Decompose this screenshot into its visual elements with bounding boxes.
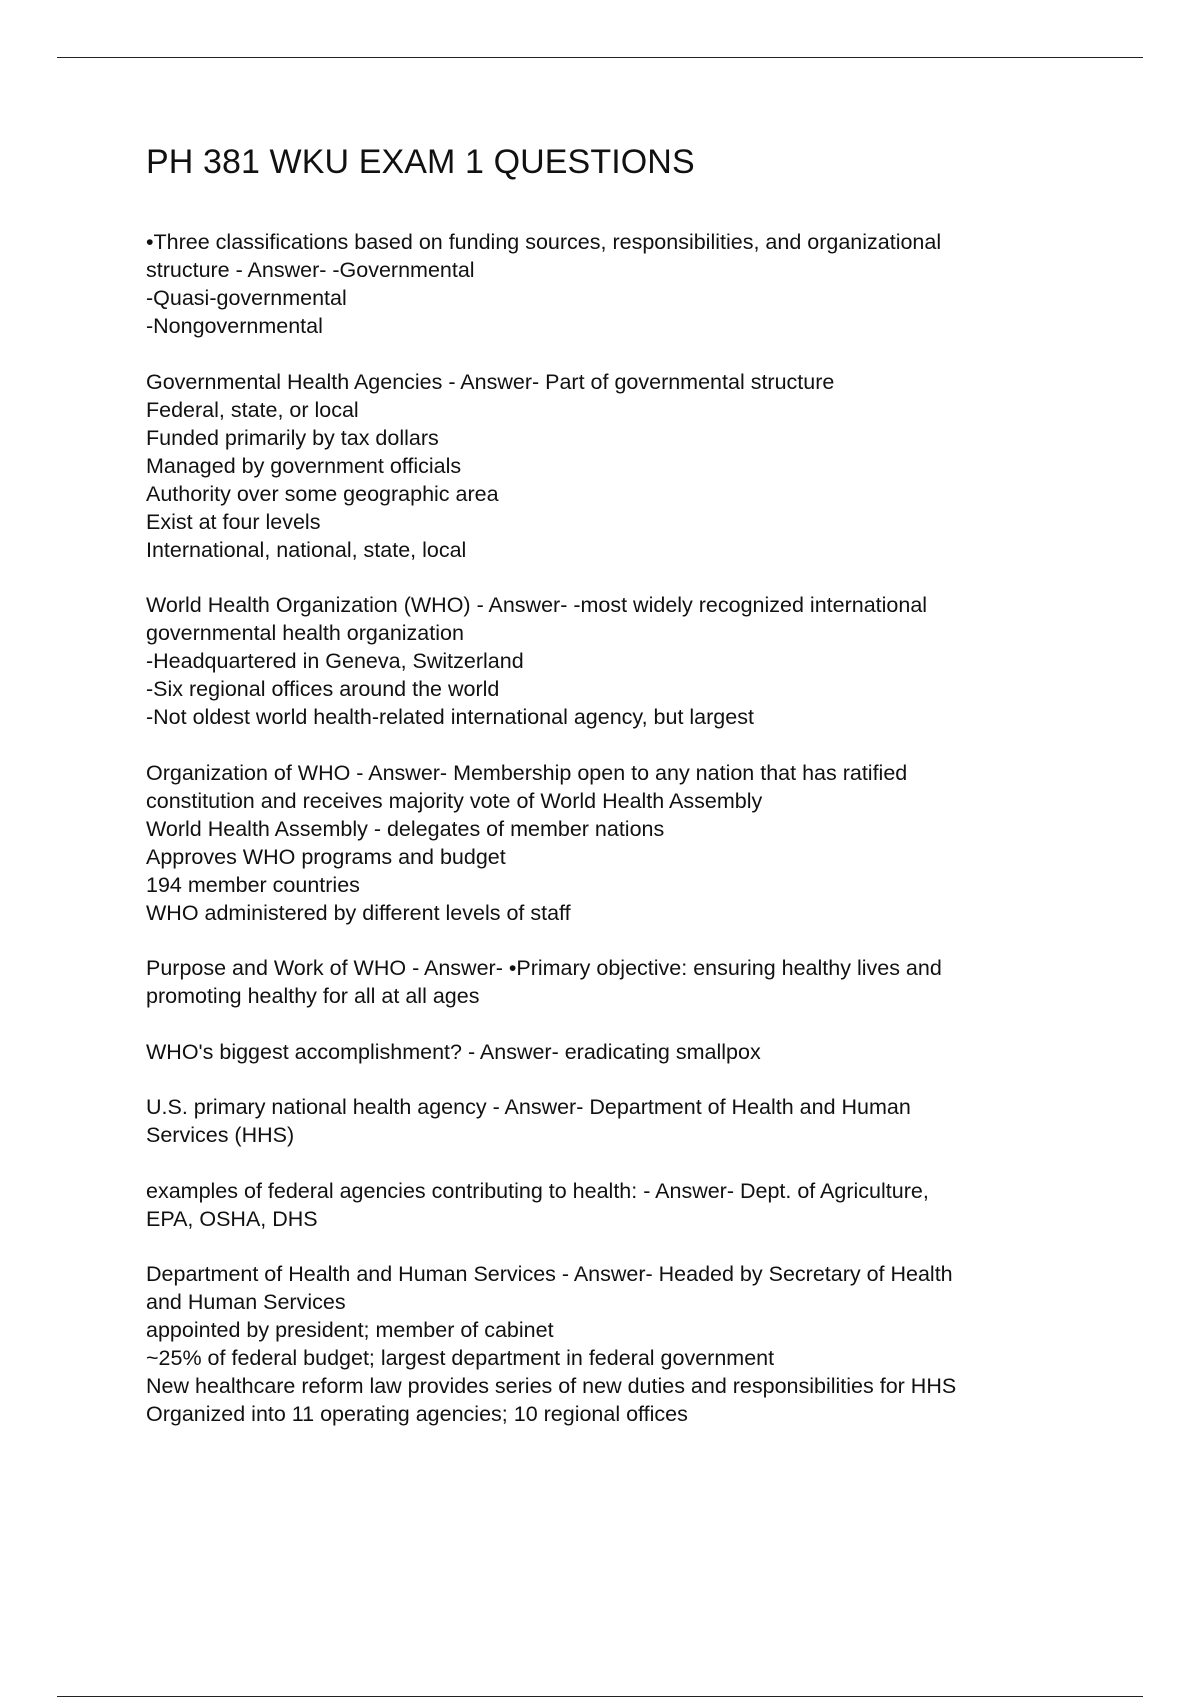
- qa-item-classifications: [146, 228, 1106, 340]
- qa-line: Governmental Health Agencies - Answer- Part of governmental structure: [146, 369, 835, 394]
- qa-line: ~25% of federal budget; largest department in federal government: [146, 1346, 775, 1370]
- qa-line: 194 member countries: [146, 872, 360, 897]
- qa-line: WHO's biggest accomplishment? - Answer- eradicating smallpox: [146, 1039, 761, 1064]
- qa-item-federal-agencies: [146, 1177, 1106, 1233]
- qa-line: World Health Organization (WHO) - Answer- -most widely recognized international: [146, 593, 928, 617]
- qa-line: and Human Services: [146, 1290, 346, 1314]
- qa-line: Federal, state, or local: [146, 397, 359, 422]
- qa-line: -Nongovernmental: [146, 314, 323, 338]
- qa-item-governmental-agencies: [146, 368, 1106, 564]
- qa-line: Organized into 11 operating agencies; 10 regional offices: [146, 1402, 688, 1426]
- qa-line: Services (HHS): [146, 1123, 295, 1147]
- qa-line: -Headquartered in Geneva, Switzerland: [146, 649, 524, 673]
- qa-item-who-accomplishment: [146, 1038, 1106, 1066]
- qa-line: U.S. primary national health agency - Answer- Department of Health and Human: [146, 1095, 911, 1119]
- qa-line: WHO administered by different levels of staff: [146, 900, 571, 925]
- qa-line: -Not oldest world health-related international agency, but largest: [146, 705, 754, 729]
- qa-line: Purpose and Work of WHO - Answer- •Primary objective: ensuring healthy lives and: [146, 956, 942, 980]
- qa-item-who-purpose: [146, 954, 1106, 1010]
- qa-item-us-primary-agency: [146, 1093, 1106, 1149]
- qa-line: -Six regional offices around the world: [146, 677, 500, 701]
- qa-line: Funded primarily by tax dollars: [146, 425, 439, 450]
- page-bottom-rule: [57, 1696, 1143, 1697]
- qa-line: EPA, OSHA, DHS: [146, 1206, 318, 1231]
- qa-line: World Health Assembly - delegates of member nations: [146, 816, 665, 841]
- qa-line: Authority over some geographic area: [146, 481, 499, 506]
- qa-line: •Three classifications based on funding sources, responsibilities, and organizational: [146, 230, 942, 254]
- qa-line: Managed by government officials: [146, 453, 462, 478]
- qa-list: [146, 228, 1106, 1456]
- qa-line: constitution and receives majority vote of World Health Assembly: [146, 788, 763, 813]
- qa-line: appointed by president; member of cabinet: [146, 1318, 554, 1342]
- qa-line: -Quasi-governmental: [146, 286, 347, 310]
- qa-line: Organization of WHO - Answer- Membership open to any nation that has ratified: [146, 760, 908, 785]
- qa-line: structure - Answer- -Governmental: [146, 258, 475, 282]
- qa-item-hhs: [146, 1260, 1106, 1428]
- qa-line: governmental health organization: [146, 621, 464, 645]
- qa-line: Department of Health and Human Services - Answer- Headed by Secretary of Health: [146, 1262, 953, 1286]
- qa-line: Exist at four levels: [146, 509, 321, 534]
- qa-item-who-organization: [146, 759, 1106, 927]
- qa-line: New healthcare reform law provides series of new duties and responsibilities for HHS: [146, 1374, 957, 1398]
- page-top-rule: [57, 57, 1143, 58]
- page-title: PH 381 WKU EXAM 1 QUESTIONS: [146, 143, 695, 181]
- qa-item-who: [146, 591, 1106, 731]
- qa-line: promoting healthy for all at all ages: [146, 984, 480, 1008]
- qa-line: examples of federal agencies contributing to health: - Answer- Dept. of Agriculture,: [146, 1178, 929, 1203]
- qa-line: Approves WHO programs and budget: [146, 844, 506, 869]
- qa-line: International, national, state, local: [146, 537, 467, 562]
